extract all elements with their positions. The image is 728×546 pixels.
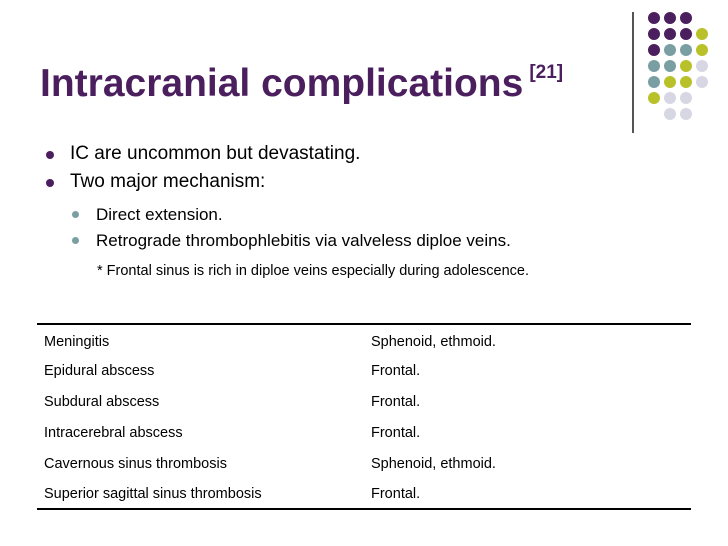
dot xyxy=(664,76,676,88)
table-top-rule xyxy=(37,323,691,325)
cell-complication: Epidural abscess xyxy=(44,363,155,379)
dot xyxy=(648,28,660,40)
sub-bullet-text: Direct extension. xyxy=(96,205,223,224)
dot xyxy=(696,60,708,72)
footnote: * Frontal sinus is rich in diploe veins especially during adolescence. xyxy=(97,263,530,279)
table-row xyxy=(44,456,684,486)
dot xyxy=(680,92,692,104)
dot xyxy=(696,28,708,40)
dot xyxy=(648,60,660,72)
dot xyxy=(648,92,660,104)
dot xyxy=(680,28,692,40)
dot xyxy=(648,44,660,56)
dot xyxy=(680,44,692,56)
dot xyxy=(680,12,692,24)
cell-complication: Cavernous sinus thrombosis xyxy=(44,456,227,472)
cell-sinus: Sphenoid, ethmoid. xyxy=(371,334,496,350)
bullet-text: Two major mechanism: xyxy=(70,171,266,192)
table-row xyxy=(44,486,684,516)
dot xyxy=(664,92,676,104)
dot xyxy=(664,60,676,72)
sub-bullet-text: Retrograde thrombophlebitis via valveless diploe veins. xyxy=(96,231,511,250)
table-row xyxy=(44,334,684,364)
cell-complication: Meningitis xyxy=(44,334,110,350)
dot xyxy=(680,76,692,88)
cell-sinus: Frontal. xyxy=(371,425,421,441)
table-row xyxy=(44,394,684,424)
dot xyxy=(696,44,708,56)
cell-complication: Intracerebral abscess xyxy=(44,425,183,441)
sub-bullet-marker-icon xyxy=(72,237,79,244)
cell-sinus: Frontal. xyxy=(371,486,421,502)
dot xyxy=(648,76,660,88)
decorative-divider xyxy=(632,12,634,133)
dot xyxy=(664,44,676,56)
dot xyxy=(664,28,676,40)
cell-complication: Subdural abscess xyxy=(44,394,160,410)
cell-sinus: Frontal. xyxy=(371,394,421,410)
bullet-marker-icon xyxy=(46,179,54,187)
table-row xyxy=(44,363,684,393)
dot xyxy=(664,108,676,120)
bullet-marker-icon xyxy=(46,151,54,159)
sub-bullet-marker-icon xyxy=(72,211,79,218)
slide-title-reference: [21] xyxy=(529,62,564,83)
dot xyxy=(696,76,708,88)
slide-title xyxy=(40,62,563,106)
bullet-text: IC are uncommon but devastating. xyxy=(70,143,361,164)
cell-complication: Superior sagittal sinus thrombosis xyxy=(44,486,262,502)
dot xyxy=(680,108,692,120)
dot xyxy=(680,60,692,72)
dot xyxy=(648,12,660,24)
dot xyxy=(664,12,676,24)
cell-sinus: Sphenoid, ethmoid. xyxy=(371,456,496,472)
slide-title-text: Intracranial complications xyxy=(40,62,524,105)
cell-sinus: Frontal. xyxy=(371,363,421,379)
table-bottom-rule xyxy=(37,508,691,510)
table-row xyxy=(44,425,684,455)
